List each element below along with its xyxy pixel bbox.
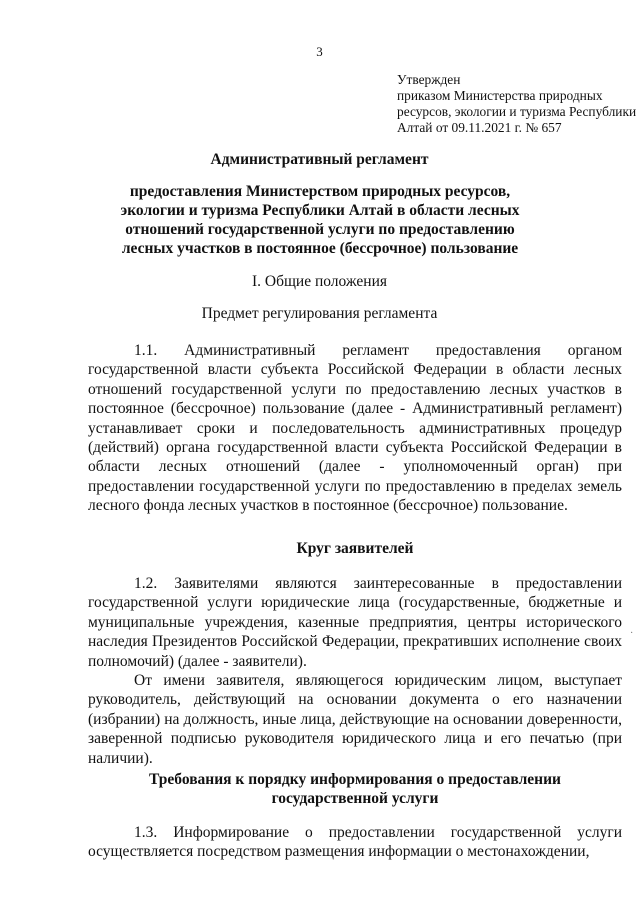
paragraph-representative: От имени заявителя, являющегося юридическим лицом, выступает руководитель, действующий на основании документа о его назначении (избрании) на должность, иные лица, действующие на основании доверенности, заверенной подписью руководителя юридического лица и его печатью (при наличии).: [88, 672, 622, 767]
approval-line: приказом Министерства природных: [397, 88, 603, 103]
section-heading: I. Общие положения: [251, 273, 388, 290]
margin-mark: ·: [630, 628, 634, 639]
approval-stamp: [397, 72, 637, 136]
document-subtitle: предоставления Министерством природных ресурсов, экологии и туризма Республики Алтай в области лесных отношений государственной услуги по предоставлению лесных участков в постоянное (бессрочное) пользование: [120, 183, 520, 257]
approval-line: ресурсов, экологии и туризма Республики: [397, 104, 637, 119]
paragraph-1-3: 1.3. Информирование о предоставлении государственной услуги осуществляется посредством размещения информации о местонахождении,: [88, 824, 622, 861]
page-number: 3: [316, 44, 323, 59]
approval-line: Алтай от 09.11.2021 г. № 657: [397, 120, 562, 135]
approval-line: Утвержден: [397, 72, 461, 87]
subject-heading: Предмет регулирования регламента: [201, 305, 438, 322]
informing-heading: Требования к порядку информирования о предоставлении государственной услуги: [149, 771, 561, 807]
paragraph-1-2: 1.2. Заявителями являются заинтересованные в предоставлении государственной услуги юридические лица (государственные, бюджетные и муниципальные учреждения, казенные предприятия, центры исторического наследия Президентов Российской Федерации, прекративших исполнение своих полномочий) (далее - заявители).: [88, 575, 622, 670]
paragraph-1-1: 1.1. Административный регламент предоставления органом государственной власти субъекта Российской Федерации в области лесных отношений государственной услуги по предоставлению лесных участков в постоянное (бессрочное) пользование (далее - Административный регламент) устанавливает сроки и последовательность административных процедур (действий) органа государственной власти субъекта Российской Федерации в области лесных отношений (далее - уполномоченный орган) при предоставлении государственной услуги по предоставлению в пределах земель лесного фонда лесных участков в постоянное (бессрочное) пользование.: [88, 342, 622, 515]
document-title: Административный регламент: [210, 151, 429, 168]
applicants-heading: Круг заявителей: [296, 540, 414, 557]
